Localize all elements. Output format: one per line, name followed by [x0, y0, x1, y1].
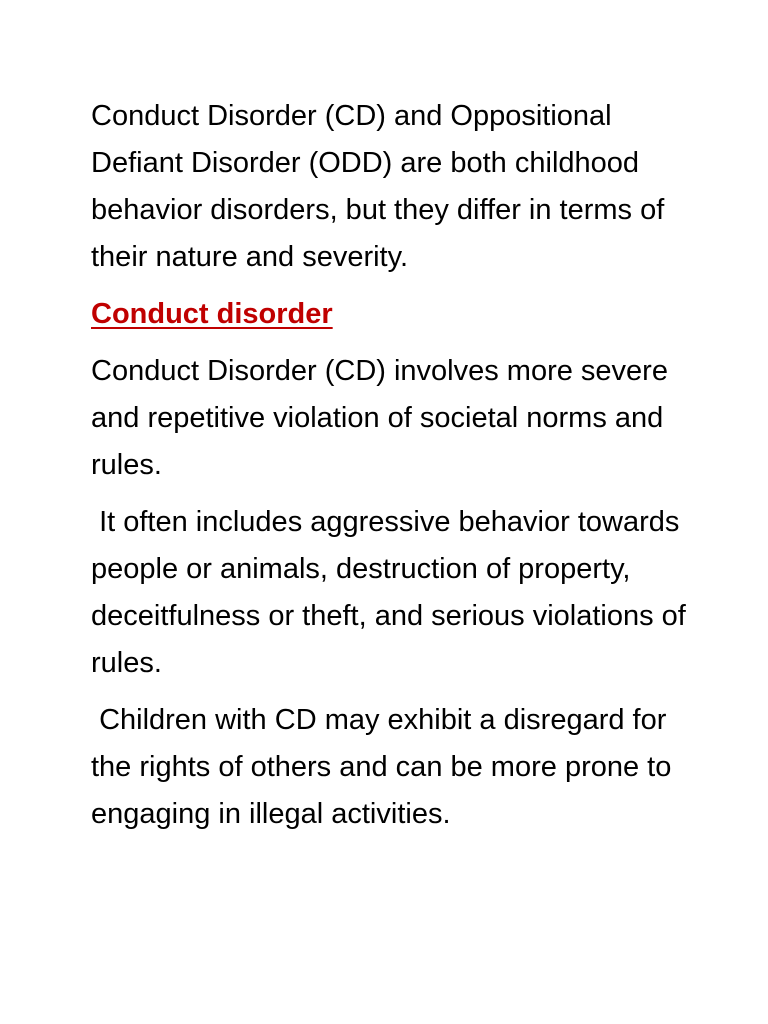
paragraph-behaviors: It often includes aggressive behavior towards people or animals, destruction of property, deceitfulness or theft, and serious violations of rules.	[91, 506, 694, 679]
paragraph-definition: Conduct Disorder (CD) involves more severe and repetitive violation of societal norms and rules.	[91, 355, 677, 481]
section-heading-conduct-disorder: Conduct disorder	[91, 298, 333, 330]
document-page	[91, 93, 694, 848]
paragraph-children: Children with CD may exhibit a disregard for the rights of others and can be more prone to engaging in illegal activities.	[91, 704, 680, 830]
intro-paragraph: Conduct Disorder (CD) and Oppositional Defiant Disorder (ODD) are both childhood behavior disorders, but they differ in terms of their nature and severity.	[91, 100, 673, 273]
